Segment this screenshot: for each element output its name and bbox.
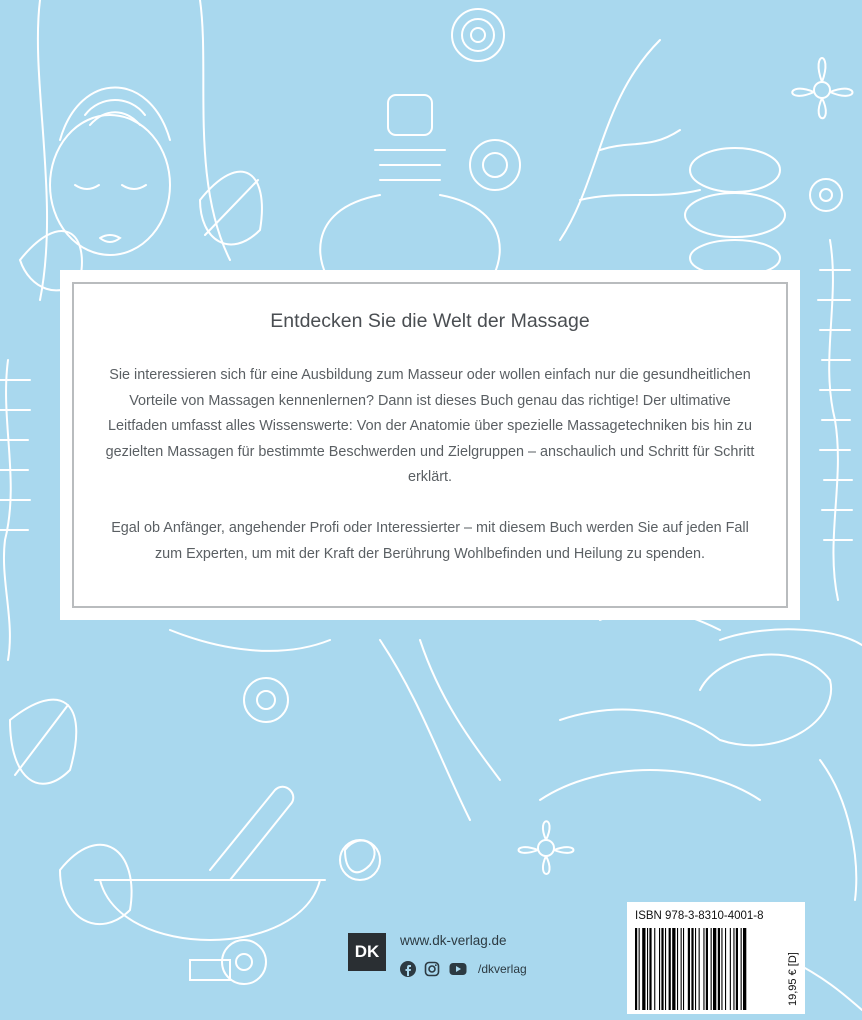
barcode-graphic bbox=[635, 928, 779, 1010]
description-panel bbox=[60, 270, 800, 620]
isbn-text: ISBN 978-3-8310-4001-8 bbox=[635, 910, 764, 922]
bottle-illustration bbox=[320, 95, 500, 280]
publisher-footer bbox=[348, 930, 568, 990]
description-panel-frame bbox=[72, 282, 788, 608]
barcode-label bbox=[627, 902, 805, 1014]
massage-figure-illustration bbox=[540, 629, 862, 900]
panel-title: Entdecken Sie die Welt der Massage bbox=[270, 310, 590, 332]
flower-illustration bbox=[792, 58, 852, 118]
panel-paragraph-1: Sie interessieren sich für eine Ausbildung zum Masseur oder wollen einfach nur die gesundheitlichen Vorteile von Massagen kennenlernen? Dann ist dieses Buch genau das richtige! Der ultimative Leitfaden umfasst alles Wissenswerte: Von der Anatomie über spezielle Massagetechniken bis hin zu gezielten Massagen für bestimmte Beschwerden und Zielgruppen – anschaulich und Schritt für Schritt erklärt. bbox=[105, 367, 755, 486]
social-links bbox=[400, 961, 527, 977]
dk-logo: DK bbox=[348, 933, 386, 971]
mortar-illustration bbox=[95, 787, 325, 980]
price-text: 19,95 € [D] bbox=[787, 952, 799, 1006]
panel-paragraph-2: Egal ob Anfänger, angehender Profi oder Interessierter – mit diesem Buch werden Sie auf jeden Fall zum Experten, um mit der Kraft der Berührung Wohlbefinden und Heilung zu spenden. bbox=[111, 519, 749, 562]
youtube-icon[interactable] bbox=[448, 961, 468, 977]
instagram-icon[interactable] bbox=[424, 961, 440, 977]
publisher-url[interactable]: www.dk-verlag.de bbox=[400, 933, 507, 948]
face-illustration bbox=[38, 0, 230, 300]
facebook-icon[interactable] bbox=[400, 961, 416, 977]
social-handle: /dkverlag bbox=[478, 962, 527, 976]
